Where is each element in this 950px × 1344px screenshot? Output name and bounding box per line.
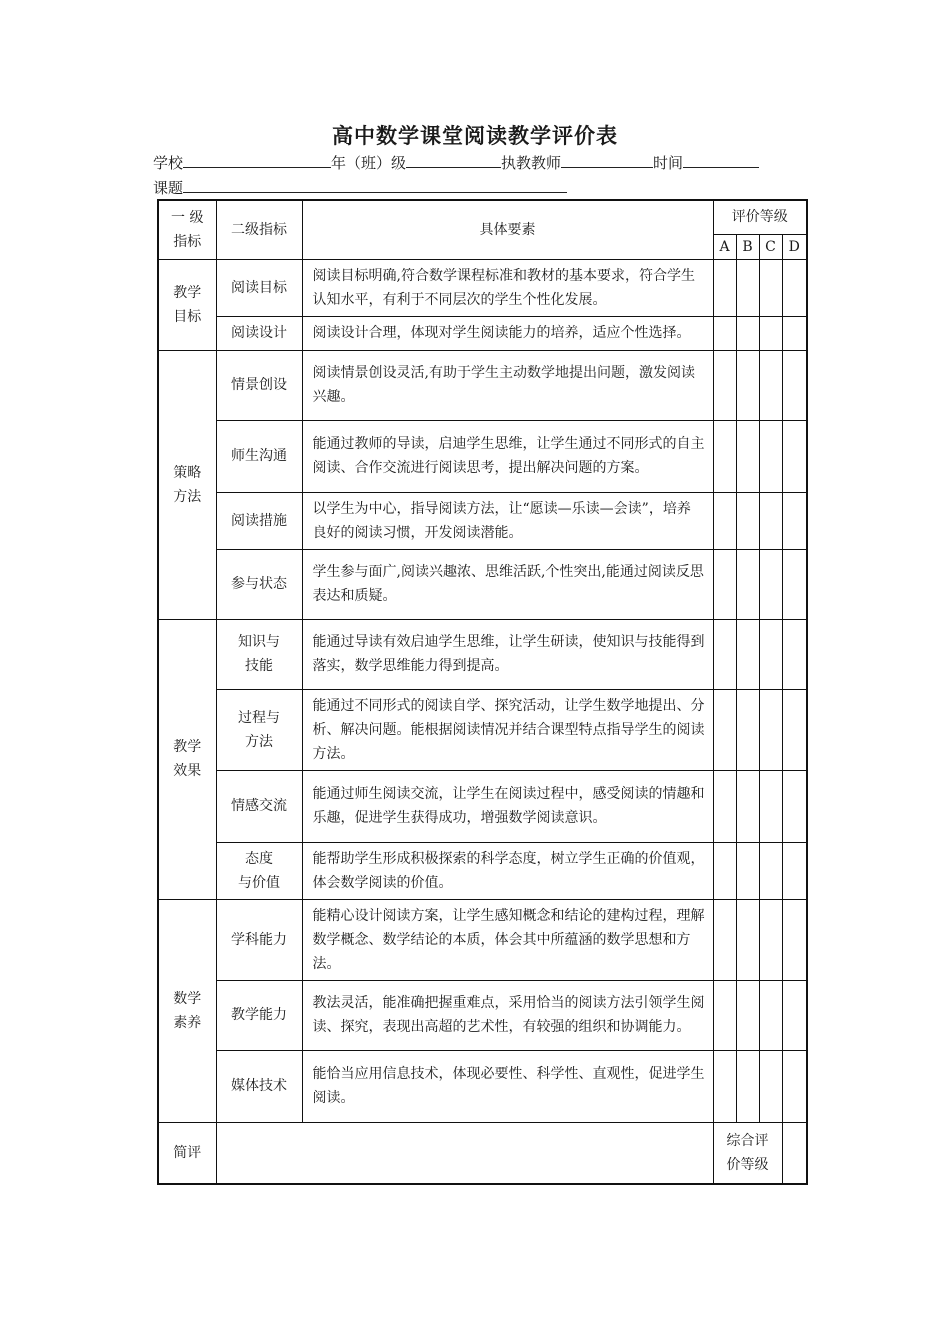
- criteria-row: [158, 316, 807, 350]
- criteria-row: [158, 1050, 807, 1122]
- grade-a-cell[interactable]: [713, 259, 736, 316]
- grade-d-cell[interactable]: [782, 350, 807, 420]
- grade-b-cell[interactable]: [736, 259, 759, 316]
- header-row: [158, 200, 807, 234]
- grade-b-cell[interactable]: [736, 619, 759, 689]
- criteria-text: 阅读设计合理，体现对学生阅读能力的培养，适应个性选择。: [302, 316, 713, 350]
- criteria-row: [158, 689, 807, 770]
- grade-b-cell[interactable]: [736, 350, 759, 420]
- criteria-row: [158, 899, 807, 980]
- criteria-row: [158, 842, 807, 899]
- grade-d-cell[interactable]: [782, 980, 807, 1050]
- level1-indicator: 教学 效果: [158, 619, 216, 899]
- criteria-row: [158, 492, 807, 549]
- overall-grade-field[interactable]: [782, 1122, 807, 1184]
- grade-b-header: B: [736, 234, 759, 259]
- grade-b-cell[interactable]: [736, 492, 759, 549]
- criteria-text: 能通过师生阅读交流，让学生在阅读过程中，感受阅读的情趣和乐趣，促进学生获得成功，增强数学阅读意识。: [302, 770, 713, 842]
- level2-indicator: 参与状态: [216, 549, 302, 619]
- level2-indicator: 态度 与价值: [216, 842, 302, 899]
- grade-a-cell[interactable]: [713, 689, 736, 770]
- evaluation-table: [157, 199, 808, 1185]
- school-label: 学校: [153, 154, 184, 172]
- grade-c-cell[interactable]: [759, 549, 782, 619]
- grade-c-cell[interactable]: [759, 350, 782, 420]
- grade-d-cell[interactable]: [782, 316, 807, 350]
- criteria-row: [158, 770, 807, 842]
- teacher-label: 执教教师: [501, 154, 562, 172]
- level2-indicator: 阅读设计: [216, 316, 302, 350]
- grade-a-cell[interactable]: [713, 980, 736, 1050]
- criteria-row: [158, 619, 807, 689]
- grade-b-cell[interactable]: [736, 842, 759, 899]
- grade-d-cell[interactable]: [782, 549, 807, 619]
- grade-c-cell[interactable]: [759, 1050, 782, 1122]
- grade-b-cell[interactable]: [736, 316, 759, 350]
- grade-d-cell[interactable]: [782, 842, 807, 899]
- criteria-text: 能通过导读有效启迪学生思维，让学生研读，使知识与技能得到落实，数学思维能力得到提高。: [302, 619, 713, 689]
- rating-header: 评价等级: [713, 200, 807, 234]
- criteria-text: 能通过不同形式的阅读自学、探究活动，让学生数学地提出、分析、解决问题。能根据阅读情况并结合课型特点指导学生的阅读方法。: [302, 689, 713, 770]
- grade-b-cell[interactable]: [736, 420, 759, 492]
- overall-grade-label: 综合评 价等级: [713, 1122, 782, 1184]
- criteria-row: [158, 549, 807, 619]
- criteria-text: 阅读目标明确,符合数学课程标准和教材的基本要求，符合学生认知水平，有利于不同层次的学生个性化发展。: [302, 259, 713, 316]
- comment-field[interactable]: [216, 1122, 713, 1184]
- level2-indicator: 情景创设: [216, 350, 302, 420]
- level2-indicator: 阅读措施: [216, 492, 302, 549]
- grade-c-cell[interactable]: [759, 770, 782, 842]
- grade-a-cell[interactable]: [713, 316, 736, 350]
- criteria-text: 以学生为中心，指导阅读方法，让“愿读—乐读—会读”，培养良好的阅读习惯，开发阅读潜能。: [302, 492, 713, 549]
- grade-a-header: A: [713, 234, 736, 259]
- criteria-row: [158, 980, 807, 1050]
- criteria-text: 学生参与面广,阅读兴趣浓、思维活跃,个性突出,能通过阅读反思表达和质疑。: [302, 549, 713, 619]
- grade-class-field[interactable]: [406, 153, 501, 168]
- grade-d-cell[interactable]: [782, 259, 807, 316]
- grade-b-cell[interactable]: [736, 689, 759, 770]
- topic-field[interactable]: [183, 178, 567, 193]
- grade-d-cell[interactable]: [782, 420, 807, 492]
- grade-b-cell[interactable]: [736, 549, 759, 619]
- level1-header: 一 级 指标: [158, 200, 216, 259]
- grade-c-cell[interactable]: [759, 259, 782, 316]
- meta-row-1: [153, 152, 759, 173]
- grade-d-cell[interactable]: [782, 689, 807, 770]
- grade-a-cell[interactable]: [713, 899, 736, 980]
- level2-indicator: 阅读目标: [216, 259, 302, 316]
- criteria-text: 能通过教师的导读，启迪学生思维，让学生通过不同形式的自主阅读、合作交流进行阅读思考，提出解决问题的方案。: [302, 420, 713, 492]
- grade-a-cell[interactable]: [713, 492, 736, 549]
- criteria-text: 阅读情景创设灵活,有助于学生主动数学地提出问题，激发阅读兴趣。: [302, 350, 713, 420]
- grade-d-cell[interactable]: [782, 899, 807, 980]
- grade-c-cell[interactable]: [759, 899, 782, 980]
- meta-row-2: [153, 177, 567, 198]
- school-field[interactable]: [183, 153, 331, 168]
- grade-a-cell[interactable]: [713, 1050, 736, 1122]
- summary-label: 简评: [158, 1122, 216, 1184]
- level1-indicator: 策略 方法: [158, 350, 216, 619]
- criteria-text: 能恰当应用信息技术，体现必要性、科学性、直观性，促进学生阅读。: [302, 1050, 713, 1122]
- level2-indicator: 师生沟通: [216, 420, 302, 492]
- time-label: 时间: [653, 154, 684, 172]
- grade-c-header: C: [759, 234, 782, 259]
- grade-c-cell[interactable]: [759, 420, 782, 492]
- grade-a-cell[interactable]: [713, 549, 736, 619]
- level2-indicator: 过程与 方法: [216, 689, 302, 770]
- grade-a-cell[interactable]: [713, 842, 736, 899]
- teacher-field[interactable]: [561, 153, 653, 168]
- grade-class-label: 年（班）级: [331, 154, 407, 172]
- grade-b-cell[interactable]: [736, 899, 759, 980]
- page-title: 高中数学课堂阅读教学评价表: [332, 123, 618, 148]
- grade-a-cell[interactable]: [713, 350, 736, 420]
- level1-indicator: 数学 素养: [158, 899, 216, 1122]
- grade-b-cell[interactable]: [736, 770, 759, 842]
- level2-indicator: 知识与 技能: [216, 619, 302, 689]
- grade-c-cell[interactable]: [759, 316, 782, 350]
- topic-label: 课题: [153, 179, 184, 197]
- grade-c-cell[interactable]: [759, 842, 782, 899]
- grade-a-cell[interactable]: [713, 770, 736, 842]
- criteria-row: [158, 420, 807, 492]
- grade-d-cell[interactable]: [782, 1050, 807, 1122]
- time-field[interactable]: [683, 153, 759, 168]
- level2-header: 二级指标: [216, 200, 302, 259]
- grade-c-cell[interactable]: [759, 689, 782, 770]
- summary-row: [158, 1122, 807, 1184]
- criteria-row: [158, 259, 807, 316]
- criteria-text: 能精心设计阅读方案，让学生感知概念和结论的建构过程，理解数学概念、数学结论的本质，体会其中所蕴涵的数学思想和方法。: [302, 899, 713, 980]
- grade-d-cell[interactable]: [782, 492, 807, 549]
- grade-c-cell[interactable]: [759, 980, 782, 1050]
- criteria-text: 教法灵活，能准确把握重难点，采用恰当的阅读方法引领学生阅读、探究，表现出高超的艺术性，有较强的组织和协调能力。: [302, 980, 713, 1050]
- level2-indicator: 教学能力: [216, 980, 302, 1050]
- grade-c-cell[interactable]: [759, 492, 782, 549]
- criteria-row: [158, 350, 807, 420]
- grade-a-cell[interactable]: [713, 619, 736, 689]
- level2-indicator: 媒体技术: [216, 1050, 302, 1122]
- grade-d-header: D: [782, 234, 807, 259]
- grade-b-cell[interactable]: [736, 980, 759, 1050]
- grade-b-cell[interactable]: [736, 1050, 759, 1122]
- criteria-text: 能帮助学生形成积极探索的科学态度，树立学生正确的价值观，体会数学阅读的价值。: [302, 842, 713, 899]
- level1-indicator: 教学 目标: [158, 259, 216, 350]
- grade-c-cell[interactable]: [759, 619, 782, 689]
- level2-indicator: 学科能力: [216, 899, 302, 980]
- grade-d-cell[interactable]: [782, 619, 807, 689]
- grade-a-cell[interactable]: [713, 420, 736, 492]
- level2-indicator: 情感交流: [216, 770, 302, 842]
- elements-header: 具体要素: [302, 200, 713, 259]
- grade-d-cell[interactable]: [782, 770, 807, 842]
